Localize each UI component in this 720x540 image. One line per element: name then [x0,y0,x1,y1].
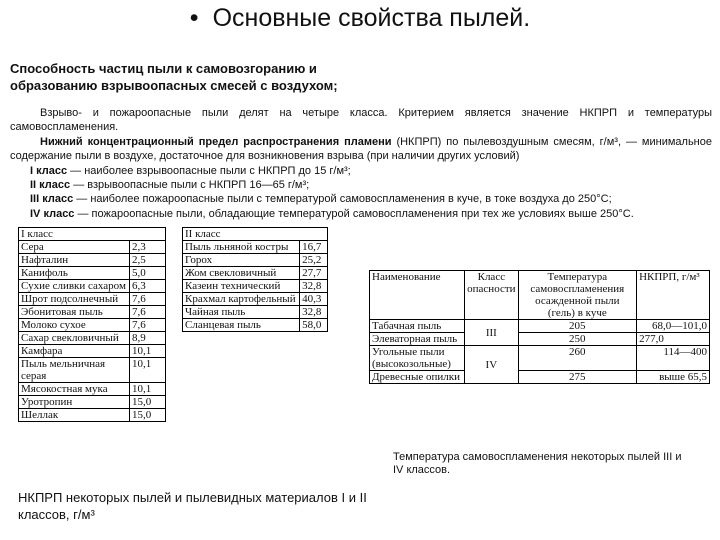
subtitle-line-1: Способность частиц пыли к самовозгоранию и [10,61,317,76]
cell-value: 7,6 [129,293,165,306]
table-row [183,267,328,280]
class-3-label: III класс [30,193,74,206]
cell-value: 32,8 [300,306,328,319]
table-row [19,306,166,319]
table-row [183,241,328,254]
class-3-4-table [369,270,710,384]
cell-name: Сухие сливки сахаром [19,280,130,293]
table-row [370,371,710,384]
section-subtitle [10,60,430,94]
cell-value: 2,5 [129,254,165,267]
intro-text [10,106,712,221]
nkprp-definition: (НКПРП) по пылевоздушным смесям, г/м³, — минимальное содержание пыли в воздухе, достаточное для возникновения взрыва (при наличии других условий) [10,135,712,163]
table-row [19,241,166,254]
cell-value: 6,3 [129,280,165,293]
cell-nkprp: 68,0—101,0 [637,320,710,333]
cell-name: Казеин технический [183,280,300,293]
cell-class: III [465,320,518,346]
table-row [19,319,166,332]
class-1-table [18,227,166,422]
table-row [183,293,328,306]
cell-name: Нафталин [19,254,130,267]
table-row [183,254,328,267]
class-2-label: II класс [30,179,71,192]
class-1-text: — наиболее взрывоопасные пыли с НКПРП до 15 г/м³; [67,164,351,177]
table-row [183,306,328,319]
cell-name: Мясокостная мука [19,383,130,396]
table-caption-right: Температура самовоспламенения некоторых пылей III и IV классов. [393,451,682,476]
cell-name: Древесные опилки [370,371,465,384]
cell-value: 15,0 [129,396,165,409]
cell-value: 2,3 [129,241,165,254]
table-header-row [370,271,710,320]
cell-name: Крахмал картофельный [183,293,300,306]
cell-name: Молоко сухое [19,319,130,332]
class-4-label: IV класс [30,207,75,220]
class-4-text: — пожароопасные пыли, обладающие температурой самовоспламенения при тех же условиях выше 250°C. [74,207,634,220]
cell-value: 32,8 [300,280,328,293]
intro-paragraph-1: Взрыво- и пожароопасные пыли делят на четыре класса. Критерием является значение НКПРП и температуры самовоспламенения. [10,107,712,134]
cell-value: 7,6 [129,306,165,319]
intro-paragraph-2 [10,135,712,164]
cell-name: Пыль мельничная серая [19,358,130,383]
header-name: Наименование [370,271,465,320]
class-2-header: II класс [183,228,328,241]
cell-name: Элеваторная пыль [370,333,465,346]
cell-name: Жом свекловичный [183,267,300,280]
subtitle-line-2: образованию взрывоопасных смесей с воздухом; [10,78,338,93]
cell-value: 10,1 [129,358,165,383]
cell-value: 16,7 [300,241,328,254]
table-row [19,293,166,306]
table-row [19,332,166,345]
cell-name: Шрот подсолнечный [19,293,130,306]
cell-name: Пыль льняной костры [183,241,300,254]
class-4-line [10,207,712,221]
cell-name: Угольные пыли (высокозольные) [370,346,465,371]
class-3-line [10,192,712,206]
cell-temperature: 250 [518,333,637,346]
table-row [19,409,166,422]
cell-name: Камфара [19,345,130,358]
class-2-line [10,178,712,192]
table-row [183,280,328,293]
class-2-table [182,227,328,332]
page-title-text: Основные свойства пылей. [212,4,531,32]
cell-nkprp: 114—400 [637,346,710,371]
cell-value: 25,2 [300,254,328,267]
class-2-text: — взрывоопасные пыли с НКПРП 16—65 г/м³; [70,179,310,192]
cell-name: Чайная пыль [183,306,300,319]
table-row [370,333,710,346]
cell-name: Шеллак [19,409,130,422]
header-class: Класс опасности [465,271,518,320]
cell-value: 7,6 [129,319,165,332]
cell-name: Сера [19,241,130,254]
bullet-glyph: • [189,4,199,32]
table-row [19,254,166,267]
class-1-header: I класс [19,228,166,241]
cell-temperature: 275 [518,371,637,384]
header-temperature: Температура самовоспламенения осажденной пыли (гель) в куче [518,271,637,320]
cell-temperature: 205 [518,320,637,333]
nkprp-term: Нижний концентрационный предел распространения пламени [40,135,392,148]
cell-name: Канифоль [19,267,130,280]
table-row [19,383,166,396]
cell-value: 8,9 [129,332,165,345]
cell-value: 27,7 [300,267,328,280]
cell-temperature: 260 [518,346,637,371]
cell-name: Уротропин [19,396,130,409]
cell-name: Горох [183,254,300,267]
class-1-line [10,164,712,178]
class-1-label: I класс [30,164,68,177]
header-nkprp: НКПРП, г/м³ [637,271,710,320]
class-3-text: — наиболее пожароопасные пыли с температурой самовоспламенения в куче, в токе воздуха до 250°C; [73,193,612,206]
cell-nkprp: выше 65,5 [637,371,710,384]
cell-name: Сахар свекловичный [19,332,130,345]
cell-name: Табачная пыль [370,320,465,333]
cell-name: Эбонитовая пыль [19,306,130,319]
table-row [370,320,710,333]
cell-value: 15,0 [129,409,165,422]
cell-nkprp: 277,0 [637,333,710,346]
page-title [0,4,720,33]
table-row [19,396,166,409]
table-caption-left: НКПРП некоторых пылей и пылевидных материалов I и II классов, г/м³ [18,490,367,522]
cell-value: 5,0 [129,267,165,280]
cell-class: IV [465,346,518,384]
table-row [183,319,328,332]
table-row [19,358,166,383]
table-header-row [183,228,328,241]
table-row [19,345,166,358]
cell-name: Сланцевая пыль [183,319,300,332]
cell-value: 58,0 [300,319,328,332]
table-row [370,346,710,371]
cell-value: 10,1 [129,383,165,396]
cell-value: 40,3 [300,293,328,306]
table-row [19,267,166,280]
table-row [19,280,166,293]
table-header-row [19,228,166,241]
cell-value: 10,1 [129,345,165,358]
